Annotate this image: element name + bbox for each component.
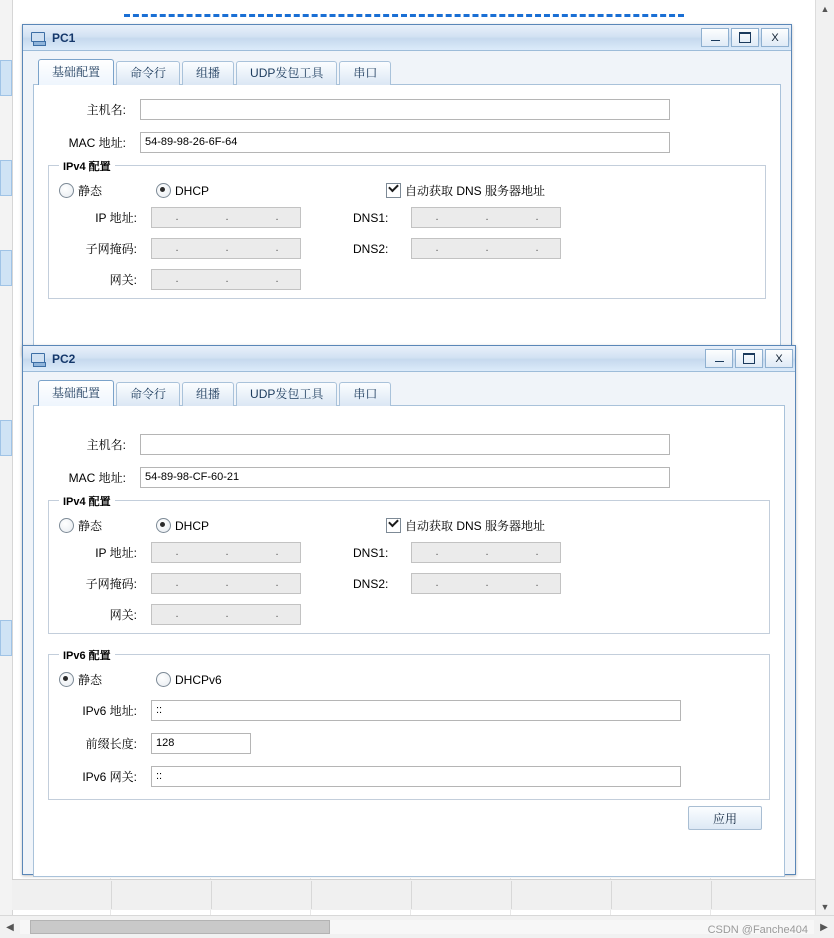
pc2-ipv4-dhcp-option[interactable] [151,518,386,533]
pc2-ipv6-address-label: IPv6 地址: [82,704,137,718]
radio-static-icon [59,183,74,198]
checkbox-auto-dns-icon [386,518,401,533]
pc2-dns1-label: DNS1: [353,545,389,560]
pc1-gateway-label: 网关: [109,273,137,287]
close-button[interactable]: X [765,349,793,368]
taskbar-item[interactable] [512,881,612,909]
pc1-mask-dns2-row [59,238,755,259]
ip-octet-separators: . . . [175,577,279,589]
pc1-mask-input[interactable] [151,238,301,259]
pc1-ipv4-group [48,161,766,299]
pc2-ipv6-address-row [59,700,759,721]
pc1-window[interactable] [22,24,792,356]
tab-command-line[interactable]: 命令行 [116,382,180,406]
pc2-title: PC2 [52,351,76,366]
pc2-prefix-label: 前缀长度: [85,737,137,751]
pc2-hostname-row [48,434,770,455]
pc1-gateway-row [59,269,755,290]
palette-strip [0,0,13,938]
tab-udp-tool[interactable]: UDP发包工具 [236,382,337,406]
pc2-window[interactable] [22,345,796,875]
pc2-ipv6-gateway-label: IPv6 网关: [82,770,137,784]
tab-command-line[interactable]: 命令行 [116,61,180,85]
pc2-ipv6-mode-row [59,671,759,688]
pc2-ipv6-static-label: 静态 [78,673,103,687]
scroll-thumb[interactable] [30,920,330,934]
minimize-icon [711,40,720,41]
scroll-down-arrow[interactable]: ▼ [820,902,830,912]
maximize-icon [739,32,751,43]
radio-static-icon [59,518,74,533]
tab-multicast[interactable]: 组播 [182,61,234,85]
pc1-auto-dns-label: 自动获取 DNS 服务器地址 [405,184,546,198]
pc-icon [30,30,46,46]
pc2-ipv6-group-title: IPv6 配置 [59,647,115,663]
maximize-button[interactable] [731,28,759,47]
pc2-ip-input[interactable] [151,542,301,563]
pc2-hostname-input[interactable] [140,434,670,455]
pc1-titlebar[interactable] [23,25,791,51]
pc2-mac-label: MAC 地址: [68,471,126,485]
palette-item[interactable] [0,620,12,656]
pc2-body [23,372,795,888]
pc2-gateway-label: 网关: [109,608,137,622]
tab-basic-config[interactable]: 基础配置 [38,59,114,85]
pc2-hostname-label: 主机名: [86,438,126,452]
taskbar [12,879,834,910]
pc2-mask-dns2-row [59,573,759,594]
taskbar-item[interactable] [212,881,312,909]
pc1-mac-row [48,132,766,153]
pc1-dns1-input[interactable] [411,207,561,228]
pc1-ip-label: IP 地址: [95,211,137,225]
pc2-ipv6-group [48,650,770,800]
ip-octet-separators: . . . [435,577,539,589]
palette-item[interactable] [0,60,12,96]
pc1-ipv4-dhcp-option[interactable] [151,183,386,198]
ip-octet-separators: . . . [175,273,279,285]
pc1-dns2-label: DNS2: [353,241,389,256]
palette-item[interactable] [0,250,12,286]
tab-udp-tool[interactable]: UDP发包工具 [236,61,337,85]
radio-static-icon [59,672,74,687]
close-button[interactable]: X [761,28,789,47]
pc1-gateway-input[interactable] [151,269,301,290]
pc-icon [30,351,46,367]
pc1-ip-dns1-row [59,207,755,228]
checkbox-auto-dns-icon [386,183,401,198]
pc1-ipv4-static-option[interactable] [59,182,151,199]
taskbar-item[interactable] [612,881,712,909]
pc1-basic-config-panel [33,84,781,350]
radio-dhcpv6-icon [156,672,171,687]
selection-marquee [124,14,684,17]
tab-serial-port[interactable]: 串口 [339,382,391,406]
taskbar-item[interactable] [112,881,212,909]
pc2-mac-input[interactable]: 54-89-98-CF-60-21 [140,467,670,488]
tab-serial-port[interactable]: 串口 [339,61,391,85]
palette-item[interactable] [0,420,12,456]
pc2-auto-dns-option[interactable] [386,517,545,534]
pc2-titlebar[interactable] [23,346,795,372]
minimize-button[interactable] [701,28,729,47]
palette-item[interactable] [0,160,12,196]
pc2-ipv4-mode-row [59,517,759,534]
ip-octet-separators: . . . [435,242,539,254]
pc2-ip-dns1-row [59,542,759,563]
pc2-ipv6-gateway-row [59,766,759,787]
pc2-prefix-row [59,733,759,754]
ip-octet-separators: . . . [175,211,279,223]
scroll-track[interactable] [20,920,814,934]
ip-octet-separators: . . . [175,608,279,620]
pc2-ip-label: IP 地址: [95,546,137,560]
pc2-ipv4-static-label: 静态 [78,519,103,533]
pc1-auto-dns-option[interactable] [386,182,545,199]
pc2-basic-config-panel [33,405,785,877]
apply-button[interactable]: 应用 [688,806,762,830]
ip-octet-separators: . . . [435,546,539,558]
pc1-dns1-label: DNS1: [353,210,389,225]
pc2-ipv4-group [48,496,770,634]
pc2-dhcpv6-label: DHCPv6 [175,672,222,687]
pc2-ipv4-dhcp-label: DHCP [175,518,210,533]
pc1-mac-input[interactable]: 54-89-98-26-6F-64 [140,132,670,153]
ip-octet-separators: . . . [175,546,279,558]
pc1-dns2-input[interactable] [411,238,561,259]
pc2-dns2-label: DNS2: [353,576,389,591]
pc1-hostname-row [48,99,766,120]
pc2-gateway-row [59,604,759,625]
scroll-left-arrow[interactable]: ◀ [0,917,20,937]
pc1-title: PC1 [52,30,76,45]
tab-multicast[interactable]: 组播 [182,382,234,406]
pc1-body [23,51,791,361]
pc1-mac-label: MAC 地址: [68,136,126,150]
pc2-dns1-input[interactable] [411,542,561,563]
pc2-ipv6-gateway-input[interactable]: :: [151,766,681,787]
pc2-ipv4-group-title: IPv4 配置 [59,493,115,509]
radio-dhcp-icon [156,183,171,198]
pc1-tabbar [38,59,781,85]
pc2-dns2-input[interactable] [411,573,561,594]
pc2-window-buttons [703,349,793,368]
pc2-prefix-input[interactable]: 128 [151,733,251,754]
taskbar-item[interactable] [312,881,412,909]
pc2-auto-dns-label: 自动获取 DNS 服务器地址 [405,519,546,533]
watermark: CSDN @Fanche404 [707,924,808,936]
tab-basic-config[interactable]: 基础配置 [38,380,114,406]
maximize-button[interactable] [735,349,763,368]
pc1-window-buttons [699,28,789,47]
ip-octet-separators: . . . [435,211,539,223]
pc1-mask-label: 子网掩码: [85,242,137,256]
pc2-ipv6-static-option[interactable] [59,671,151,688]
pc1-hostname-input[interactable] [140,99,670,120]
pc2-gateway-input[interactable] [151,604,301,625]
taskbar-item[interactable] [12,881,112,909]
minimize-icon [715,361,724,362]
pc2-tabbar [38,380,785,406]
pc2-mac-row [48,467,770,488]
pc1-ipv4-mode-row [59,182,755,199]
pc1-ipv4-group-title: IPv4 配置 [59,158,115,174]
maximize-icon [743,353,755,364]
pc2-ipv6-address-input[interactable]: :: [151,700,681,721]
pc1-ip-input[interactable] [151,207,301,228]
radio-dhcp-icon [156,518,171,533]
pc2-apply-wrap [48,800,770,832]
pc1-hostname-label: 主机名: [86,103,126,117]
pc2-dhcpv6-option[interactable] [151,672,222,687]
pc2-mask-input[interactable] [151,573,301,594]
pc2-ipv4-static-option[interactable] [59,517,151,534]
pc2-mask-label: 子网掩码: [85,577,137,591]
scroll-up-arrow[interactable]: ▲ [820,4,830,14]
vertical-scrollbar[interactable] [815,0,834,916]
minimize-button[interactable] [705,349,733,368]
ip-octet-separators: . . . [175,242,279,254]
scroll-right-arrow[interactable]: ▶ [814,917,834,937]
pc1-ipv4-static-label: 静态 [78,184,103,198]
taskbar-item[interactable] [412,881,512,909]
pc1-ipv4-dhcp-label: DHCP [175,183,210,198]
